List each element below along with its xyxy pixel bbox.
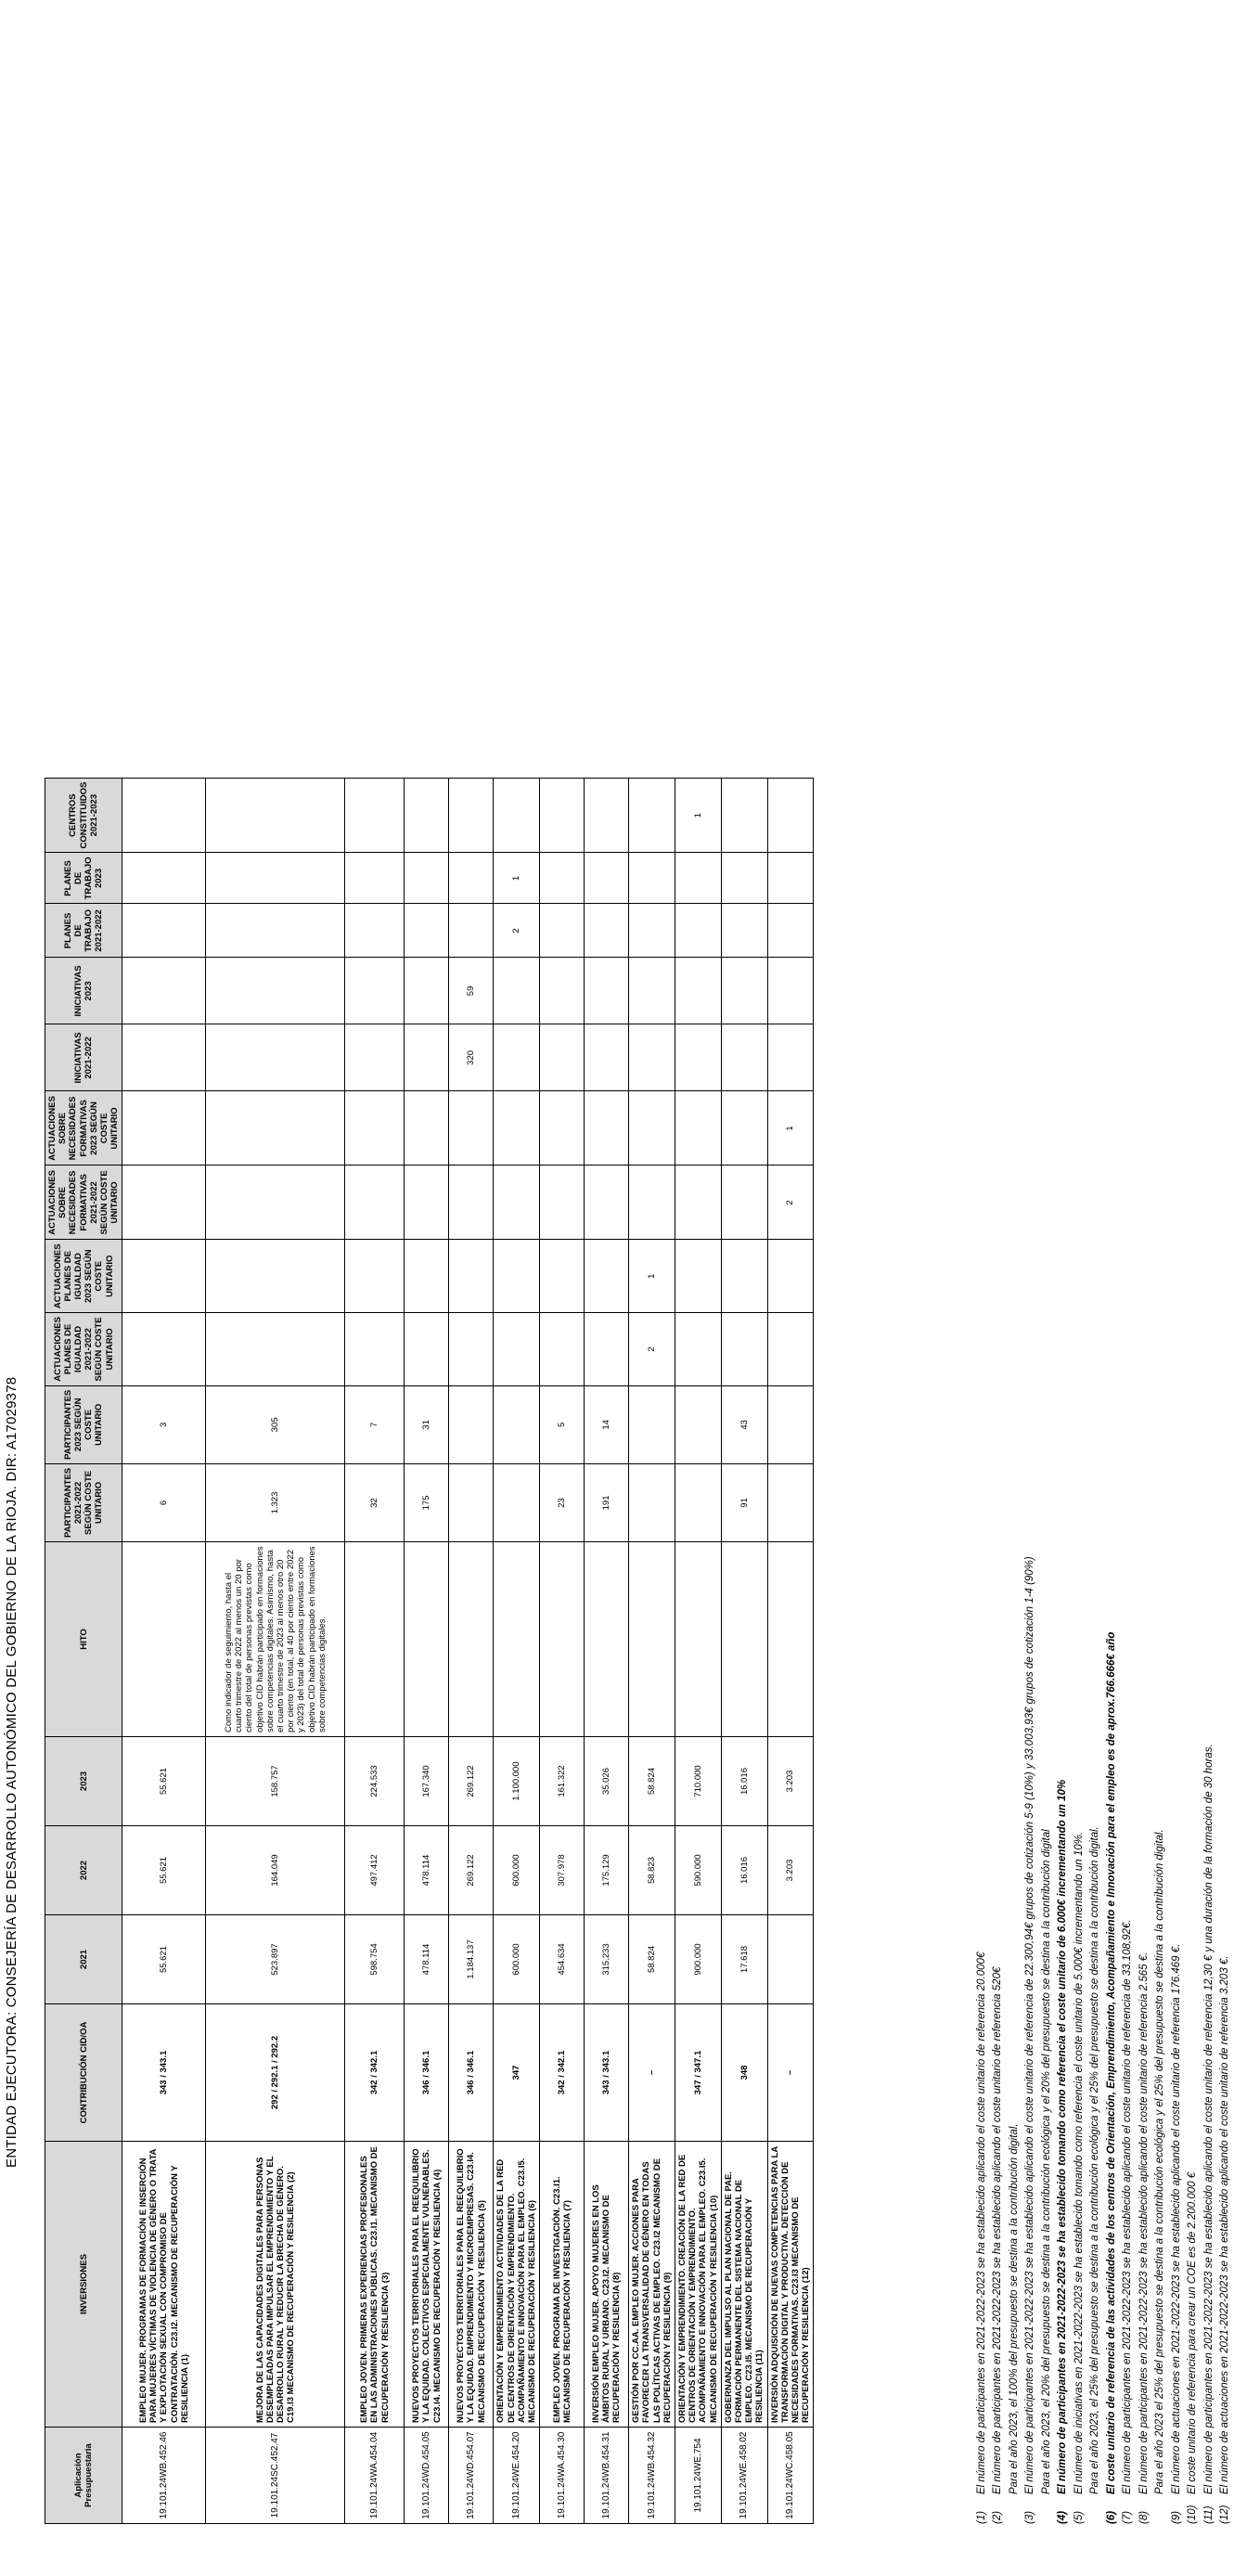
cell-hito (767, 1542, 814, 1737)
header-planes-2122: PLANES DE TRABAJO 2021-2022 (45, 904, 122, 958)
footnote-line (990, 1556, 1006, 2524)
cell-hito (721, 1542, 767, 1737)
cell-act-nec-2122 (721, 1166, 767, 1240)
cell-act-nec-2122 (494, 1166, 540, 1240)
table-row (449, 778, 494, 2523)
footnote-line (1185, 1556, 1201, 2524)
cell-aplicacion: 19.101.24WB.452.46 (122, 2428, 206, 2524)
cell-part-23: 31 (405, 1385, 449, 1463)
cell-act-nec-23 (206, 1091, 345, 1166)
cell-2023: 3.203 (767, 1737, 814, 1826)
cell-act-igualdad-2122 (540, 1313, 585, 1386)
investments-table (45, 778, 814, 2524)
header-part-23: PARTICIPANTES 2023 SEGÚN COSTE UNITARIO (45, 1385, 122, 1463)
footnote-line (1217, 1556, 1233, 2524)
footnote-text: El coste unitario de referencia de las actividades de los centros de Orientación, Emprendimiento, Acompañamiento e Innovación para el empleo es de aprox.766.666€ año (1105, 1631, 1117, 2494)
cell-centros (629, 778, 675, 853)
header-act-igualdad-23: ACTUACIONES PLANES DE IGUALDAD 2023 SEGÚN COSTE UNITARIO (45, 1240, 122, 1313)
footnote-text: El número de actuaciones en 2021-2022-2023 se ha establecido aplicando el coste unitario de referencia 3.203 €. (1219, 1955, 1231, 2494)
cell-inic-23 (494, 958, 540, 1024)
cell-hito (449, 1542, 494, 1737)
cell-contribucion: 346 / 346.1 (405, 2004, 449, 2142)
cell-inversion: NUEVOS PROYECTOS TERRITORIALES PARA EL REEQUILIBRIO Y LA EQUIDAD. COLECTIVOS ESPECIALMENTE VULNERABLES. C23.I4. MECANISMO DE RECUPERACIÓN Y RESILIENCIA (4) (405, 2142, 449, 2428)
cell-act-nec-23 (675, 1091, 722, 1166)
cell-2023: 167.340 (405, 1737, 449, 1826)
header-contribucion: CONTRIBUCIÓN CID/OA (45, 2004, 122, 2142)
cell-part-23: 14 (585, 1385, 629, 1463)
header-act-nec-23: ACTUACIONES SOBRE NECESIDADES FORMATIVAS 2023 SEGÚN COSTE UNITARIO (45, 1091, 122, 1166)
cell-inic-2122 (494, 1024, 540, 1091)
footnote-text: El coste unitario de referencia para crear un COE es de 2.200.000 € (1187, 2171, 1199, 2494)
cell-centros (345, 778, 405, 853)
cell-centros (585, 778, 629, 853)
cell-part-23: 5 (540, 1385, 585, 1463)
cell-contribucion: – (767, 2004, 814, 2142)
cell-contribucion: 346 / 346.1 (449, 2004, 494, 2142)
footnote-text: El número de actuaciones en 2021-2022-2023 se ha establecido aplicando el coste unitario de referencia 176.469 €. (1170, 1943, 1182, 2494)
footnote-number: (8) (1138, 2510, 1150, 2524)
cell-2022: 16.016 (721, 1826, 767, 1915)
cell-act-igualdad-23 (585, 1240, 629, 1313)
header-act-igualdad-2122: ACTUACIONES PLANES DE IGUALDAD 2021-2022 SEGÚN COSTE UNITARIO (45, 1313, 122, 1386)
cell-2022: 175.129 (585, 1826, 629, 1915)
cell-2023: 161.322 (540, 1737, 585, 1826)
cell-2021: 58.824 (629, 1915, 675, 2004)
cell-act-nec-2122 (675, 1166, 722, 1240)
cell-part-2122: 23 (540, 1463, 585, 1541)
cell-act-nec-23 (540, 1091, 585, 1166)
cell-contribucion: – (629, 2004, 675, 2142)
cell-planes-2122 (629, 904, 675, 958)
footnote-line (1104, 1556, 1120, 2524)
cell-part-23 (449, 1385, 494, 1463)
cell-centros (721, 778, 767, 853)
cell-part-2122: 1.323 (206, 1463, 345, 1541)
table-row (629, 778, 675, 2523)
footnote-text: El número de participantes en 2021-2022-2023 se ha establecido aplicando el coste unitario de referencia 2.565 €. (1138, 1951, 1150, 2494)
cell-contribucion: 343 / 343.1 (122, 2004, 206, 2142)
footnote-text: El número de iniciativas en 2021-2022-2023 se ha establecido tomando como referencia el coste unitario de 5.000€ incrementando un 10%. (1073, 1831, 1085, 2494)
cell-act-nec-2122 (206, 1166, 345, 1240)
cell-centros (540, 778, 585, 853)
cell-planes-23 (405, 853, 449, 904)
cell-aplicacion: 19.101.24WA.454.30 (540, 2428, 585, 2524)
table-row (494, 778, 540, 2523)
cell-act-nec-23 (585, 1091, 629, 1166)
cell-planes-2122 (540, 904, 585, 958)
cell-contribucion: 292 / 292.1 / 292.2 (206, 2004, 345, 2142)
cell-act-igualdad-2122 (206, 1313, 345, 1386)
cell-act-nec-23 (405, 1091, 449, 1166)
cell-inic-2122 (345, 1024, 405, 1091)
cell-act-nec-23: 1 (767, 1091, 814, 1166)
table-row (767, 778, 814, 2523)
footnote-line (1202, 1556, 1217, 2524)
cell-act-igualdad-2122 (494, 1313, 540, 1386)
cell-part-2122 (767, 1463, 814, 1541)
cell-inic-23 (405, 958, 449, 1024)
header-inic-2122: INICIATIVAS 2021-2022 (45, 1024, 122, 1091)
cell-hito (494, 1542, 540, 1737)
cell-planes-23 (585, 853, 629, 904)
cell-2021: 598.754 (345, 1915, 405, 2004)
footnote-text: El número de participantes en 2021-2022-2023 se ha establecido tomando como referencia el coste unitario de 6.000€ incrementando un 10% (1057, 1779, 1069, 2494)
cell-inic-2122 (721, 1024, 767, 1091)
cell-aplicacion: 19.101.24WE.458.02 (721, 2428, 767, 2524)
cell-act-igualdad-23 (675, 1240, 722, 1313)
cell-planes-2122: 2 (494, 904, 540, 958)
cell-inversion: ORIENTACIÓN Y EMPRENDIMIENTO ACTIVIDADES DE LA RED DE CENTROS DE ORIENTACIÓN Y EMPRENDIMIENTO. ACOMPAÑAMIENTO E INNOVACIÓN PARA EL EMPLEO. C23.I5. MECANISMO DE RECUPERACIÓN Y RESILIENCIA (6) (494, 2142, 540, 2428)
cell-act-igualdad-23: 1 (629, 1240, 675, 1313)
footnote-number: (5) (1073, 2510, 1085, 2524)
cell-2021: 900.000 (675, 1915, 722, 2004)
cell-2023: 16.016 (721, 1737, 767, 1826)
cell-act-nec-2122 (540, 1166, 585, 1240)
cell-inversion: INVERSIÓN EMPLEO MUJER. APOYO MUJERES EN LOS ÁMBITOS RURAL Y URBANO. C23.I2. MECANISMO DE RECUPERACIÓN Y RESILIENCIA (8) (585, 2142, 629, 2428)
table-row (721, 778, 767, 2523)
cell-act-igualdad-23 (122, 1240, 206, 1313)
footnote-text: Para el año 2023 el 25% del presupuesto se destina a la contribución ecológica y el 25% del presupuesto se destina a la contribución digital. (1154, 1829, 1166, 2494)
cell-inic-2122 (767, 1024, 814, 1091)
footnote-number (1087, 2494, 1103, 2524)
table-row (585, 778, 629, 2523)
cell-inic-23: 59 (449, 958, 494, 1024)
header-inic-23: INICIATIVAS 2023 (45, 958, 122, 1024)
cell-part-2122: 191 (585, 1463, 629, 1541)
cell-part-23 (675, 1385, 722, 1463)
cell-2023: 55.621 (122, 1737, 206, 1826)
footnote-number: (9) (1170, 2510, 1182, 2524)
cell-planes-23 (767, 853, 814, 904)
cell-2023: 224.533 (345, 1737, 405, 1826)
cell-inic-23 (585, 958, 629, 1024)
cell-planes-2122 (721, 904, 767, 958)
cell-act-nec-23 (721, 1091, 767, 1166)
cell-aplicacion: 19.101.24WE.754 (675, 2428, 722, 2524)
cell-planes-23: 1 (494, 853, 540, 904)
cell-planes-23 (629, 853, 675, 904)
cell-aplicacion: 19.101.24WB.454.32 (629, 2428, 675, 2524)
cell-centros (206, 778, 345, 853)
cell-aplicacion: 19.101.24WC.458.05 (767, 2428, 814, 2524)
cell-part-2122: 91 (721, 1463, 767, 1541)
cell-part-2122: 32 (345, 1463, 405, 1541)
cell-act-nec-2122 (629, 1166, 675, 1240)
table-row (122, 778, 206, 2523)
cell-2022: 478.114 (405, 1826, 449, 1915)
cell-act-igualdad-2122 (721, 1313, 767, 1386)
cell-2021: 478.114 (405, 1915, 449, 2004)
cell-centros (405, 778, 449, 853)
cell-planes-23 (721, 853, 767, 904)
header-2022: 2022 (45, 1826, 122, 1915)
cell-planes-2122 (206, 904, 345, 958)
cell-act-igualdad-2122 (675, 1313, 722, 1386)
cell-act-nec-23 (449, 1091, 494, 1166)
cell-part-23 (767, 1385, 814, 1463)
header-2021: 2021 (45, 1915, 122, 2004)
cell-planes-2122 (675, 904, 722, 958)
cell-contribucion: 348 (721, 2004, 767, 2142)
cell-inic-23 (540, 958, 585, 1024)
footnote-line (1055, 1556, 1071, 2524)
footnote-number: (4) (1057, 2510, 1069, 2524)
cell-aplicacion: 19.101.24WE.454.20 (494, 2428, 540, 2524)
cell-act-igualdad-23 (767, 1240, 814, 1313)
cell-act-nec-23 (629, 1091, 675, 1166)
cell-2021 (767, 1915, 814, 2004)
cell-inic-2122 (206, 1024, 345, 1091)
cell-planes-2122 (585, 904, 629, 958)
footnote-number: (1) (976, 2510, 987, 2524)
footnote-number: (6) (1105, 2510, 1117, 2524)
cell-inversion: EMPLEO JOVEN. PRIMERAS EXPERIENCIAS PROFESIONALES EN LAS ADMINISTRACIONES PÚBLICAS. C23.I1. MECANISMO DE RECUPERACIÓN Y RESILIENCIA (3) (345, 2142, 405, 2428)
cell-inversion: INVERSIÓN ADQUISICIÓN DE NUEVAS COMPETENCIAS PARA LA TRANSFORMACIÓN DIGITAL Y PRODUCTIVA. DETECCIÓN DE NECESIDADES FORMATIVAS. C23.I3 MECANISMO DE RECUPERACIÓN Y RESILIENCIA (12) (767, 2142, 814, 2428)
cell-part-2122 (675, 1463, 722, 1541)
cell-contribucion: 342 / 342.1 (345, 2004, 405, 2142)
footnote-text: El número de participantes en 2021-2022-2023 se ha establecido aplicando el coste unitario de referencia 20.000€ (976, 1951, 987, 2494)
cell-2021: 55.621 (122, 1915, 206, 2004)
cell-aplicacion: 19.101.24WD.454.05 (405, 2428, 449, 2524)
cell-contribucion: 343 / 343.1 (585, 2004, 629, 2142)
cell-inic-23 (629, 958, 675, 1024)
cell-act-igualdad-23 (206, 1240, 345, 1313)
cell-planes-23 (675, 853, 722, 904)
cell-inic-2122 (629, 1024, 675, 1091)
cell-inversion: ORIENTACIÓN Y EMPRENDIMIENTO. CREACIÓN DE LA RED DE CENTROS DE ORIENTACIÓN Y EMPRENDIMIENTO. ACOMPAÑAMIENTO E INNOVACIÓN PARA EL EMPLEO. C23.I5. MECANISMO DE RECUPERACIÓN Y RESILIENCIA (10) (675, 2142, 722, 2428)
cell-2022: 3.203 (767, 1826, 814, 1915)
cell-2023: 35.026 (585, 1737, 629, 1826)
cell-planes-2122 (122, 904, 206, 958)
cell-act-igualdad-2122: 2 (629, 1313, 675, 1386)
footnote-line (1072, 1556, 1087, 2524)
footnote-line (1022, 1556, 1038, 2524)
footnote-number (1007, 2494, 1022, 2524)
cell-planes-2122 (767, 904, 814, 958)
footnotes (974, 1556, 1234, 2524)
cell-aplicacion: 19.101.24SC.452.47 (206, 2428, 345, 2524)
cell-inic-23 (206, 958, 345, 1024)
cell-part-2122: 6 (122, 1463, 206, 1541)
cell-2023: 58.824 (629, 1737, 675, 1826)
cell-act-igualdad-2122 (405, 1313, 449, 1386)
cell-inic-2122 (405, 1024, 449, 1091)
cell-aplicacion: 19.101.24WD.454.07 (449, 2428, 494, 2524)
footnote-line (1039, 1556, 1055, 2524)
cell-2022: 600.000 (494, 1826, 540, 1915)
footnote-text: Para el año 2023, el 25% del presupuesto se destina a la contribución ecológica y el 25% del presupuesto se destina a la contribución digital. (1089, 1826, 1101, 2494)
cell-act-nec-23 (494, 1091, 540, 1166)
cell-inversion: NUEVOS PROYECTOS TERRITORIALES PARA EL REEQUILIBRIO Y LA EQUIDAD. EMPRENDIMIENTO Y MICROEMPRESAS. C23.I4. MECANISMO DE RECUPERACIÓN Y RESILIENCIA (5) (449, 2142, 494, 2428)
cell-inic-2122 (585, 1024, 629, 1091)
footnote-line (1169, 1556, 1185, 2524)
header-act-nec-2122: ACTUACIONES SOBRE NECESIDADES FORMATIVAS 2021-2022 SEGÚN COSTE UNITARIO (45, 1166, 122, 1240)
footnote-line (1152, 1556, 1168, 2524)
cell-2021: 315.233 (585, 1915, 629, 2004)
footnote-text: El número de participantes en 2021-2022-2023 se ha establecido aplicando el coste unitario de referencia de 33.108,92€. (1122, 1919, 1134, 2494)
table-row (540, 778, 585, 2523)
cell-act-igualdad-23 (721, 1240, 767, 1313)
footnote-number: (11) (1202, 2505, 1215, 2524)
cell-inversion: EMPLEO JOVEN. PROGRAMA DE INVESTIGACIÓN. C23.I1. MECANISMO DE RECUPERACIÓN Y RESILIENCIA (7) (540, 2142, 585, 2428)
cell-planes-23 (122, 853, 206, 904)
table-row (675, 778, 722, 2523)
cell-hito (405, 1542, 449, 1737)
header-2023: 2023 (45, 1737, 122, 1826)
cell-hito (345, 1542, 405, 1737)
cell-act-igualdad-23 (494, 1240, 540, 1313)
cell-2021: 600.000 (494, 1915, 540, 2004)
cell-hito (585, 1542, 629, 1737)
cell-2023: 710.000 (675, 1737, 722, 1826)
cell-act-igualdad-23 (449, 1240, 494, 1313)
footnote-text: Para el año 2023, el 20% del presupuesto se destina a la contribución ecológica y el 20% del presupuesto se destina a la contribución digital (1040, 1829, 1052, 2494)
header-aplicacion: Aplicación Presupuestaria (45, 2428, 122, 2524)
footnote-number: (12) (1219, 2505, 1231, 2524)
cell-inic-23 (345, 958, 405, 1024)
cell-centros (767, 778, 814, 853)
cell-aplicacion: 19.101.24WA.454.04 (345, 2428, 405, 2524)
cell-inic-23 (675, 958, 722, 1024)
cell-planes-2122 (345, 904, 405, 958)
header-hito: HITO (45, 1542, 122, 1737)
cell-part-23: 43 (721, 1385, 767, 1463)
cell-inic-23 (767, 958, 814, 1024)
cell-inic-2122 (540, 1024, 585, 1091)
cell-hito (540, 1542, 585, 1737)
footnote-number: (2) (992, 2510, 1004, 2524)
cell-inic-2122 (675, 1024, 722, 1091)
cell-act-nec-23 (345, 1091, 405, 1166)
cell-act-igualdad-2122 (449, 1313, 494, 1386)
cell-inic-2122: 320 (449, 1024, 494, 1091)
footnote-line (1137, 1556, 1152, 2524)
cell-2022: 590.000 (675, 1826, 722, 1915)
cell-hito (629, 1542, 675, 1737)
footnote-line (1120, 1556, 1136, 2524)
header-planes-23: PLANES DE TRABAJO 2023 (45, 853, 122, 904)
footnote-line (1087, 1556, 1103, 2524)
cell-inversion: MEJORA DE LAS CAPACIDADES DIGITALES PARA PERSONAS DESEMPLEADAS PARA IMPULSAR EL EMPRENDIMIENTO Y EL DESARROLLO RURAL Y REDUCIR LA BRECHA DE GÉNERO. C19.I3 MECANISMO DE RECUPERACIÓN Y RESILIENCIA (2) (206, 2142, 345, 2428)
document-title: ENTIDAD EJECUTORA: CONSEJERÍA DE DESARROLLO AUTONÓMICO DEL GOBIERNO DE LA RIOJA. DIR: A17029378 (4, 1376, 19, 2168)
cell-2023: 1.100.000 (494, 1737, 540, 1826)
cell-centros (122, 778, 206, 853)
cell-aplicacion: 19.101.24WB.454.31 (585, 2428, 629, 2524)
cell-part-23: 305 (206, 1385, 345, 1463)
cell-inic-23 (721, 958, 767, 1024)
cell-part-2122 (629, 1463, 675, 1541)
footnote-text: El número de participantes en 2021-2022-2023 se ha establecido aplicando el coste unitario de referencia 12,30 € y una duración de la formación de 30 horas. (1202, 1744, 1215, 2494)
cell-part-23: 3 (122, 1385, 206, 1463)
cell-act-igualdad-23 (540, 1240, 585, 1313)
cell-act-nec-2122 (585, 1166, 629, 1240)
cell-2021: 1.184.137 (449, 1915, 494, 2004)
header-inversiones: INVERSIONES (45, 2142, 122, 2428)
cell-act-igualdad-2122 (767, 1313, 814, 1386)
cell-planes-23 (206, 853, 345, 904)
cell-act-nec-23 (122, 1091, 206, 1166)
cell-2021: 17.618 (721, 1915, 767, 2004)
cell-2021: 523.897 (206, 1915, 345, 2004)
cell-hito (675, 1542, 722, 1737)
cell-contribucion: 347 / 347.1 (675, 2004, 722, 2142)
cell-inversion: EMPLEO MUJER. PROGRAMAS DE FORMACIÓN E INSERCIÓN PARA MUJERES VÍCTIMAS DE VIOLENCIA DE GÉNERO O TRATA Y EXPLOTACIÓN SEXUAL CON COMPROMISO DE CONTRATACIÓN. C23.I2. MECANISMO DE RECUPERACIÓN Y RESILIENCIA (1) (122, 2142, 206, 2428)
cell-contribucion: 342 / 342.1 (540, 2004, 585, 2142)
header-part-2122: PARTICIPANTES 2021-2022 SEGÚN COSTE UNITARIO (45, 1463, 122, 1541)
cell-act-igualdad-2122 (122, 1313, 206, 1386)
cell-part-2122: 175 (405, 1463, 449, 1541)
cell-planes-2122 (449, 904, 494, 958)
table-row (405, 778, 449, 2523)
cell-planes-2122 (405, 904, 449, 958)
cell-planes-23 (540, 853, 585, 904)
cell-2022: 307.978 (540, 1826, 585, 1915)
cell-act-igualdad-23 (345, 1240, 405, 1313)
cell-2022: 55.621 (122, 1826, 206, 1915)
footnote-line (974, 1556, 990, 2524)
cell-act-igualdad-2122 (345, 1313, 405, 1386)
cell-hito (122, 1542, 206, 1737)
cell-act-nec-2122 (122, 1166, 206, 1240)
cell-contribucion: 347 (494, 2004, 540, 2142)
cell-2023: 158.757 (206, 1737, 345, 1826)
cell-hito: Como indicador de seguimiento, hasta el cuarto trimestre de 2022 al menos un 20 por ciento del total de personas previstas como objetivo CID habrán participado en formaciones sobre competencias digitales. Asimismo, hasta el cuarto trimestre de 2023 al menos otro 20 por ciento (en total, al 40 por ciento entre 2022 y 2023) del total de personas previstas como objetivo CID habrán participado en formaciones sobre competencias digitales. (206, 1542, 345, 1737)
table-row (345, 778, 405, 2523)
table-header-row (45, 778, 122, 2523)
cell-2021: 454.634 (540, 1915, 585, 2004)
cell-act-nec-2122 (405, 1166, 449, 1240)
cell-part-2122 (449, 1463, 494, 1541)
cell-centros (494, 778, 540, 853)
cell-inversion: GOBERNANZA DEL IMPULSO AL PLAN NACIONAL DE PAE. FORMACIÓN PERMANENTE DEL SISTEMA NACIONAL DE EMPLEO. C23.I5. MECANISMO DE RECUPERACIÓN Y RESILIENCIA (11) (721, 2142, 767, 2428)
cell-2022: 269.122 (449, 1826, 494, 1915)
footnote-line (1007, 1556, 1022, 2524)
footnote-text: El número de participantes en 2021-2022-2023 se ha establecido aplicando el coste unitario de referencia de 22.300,94€ grupos de cotización 5-9 (10%) y 33.003,93€ grupos de cotización 1-4 (90%) (1024, 1556, 1036, 2494)
cell-2022: 58.823 (629, 1826, 675, 1915)
cell-act-nec-2122 (345, 1166, 405, 1240)
footnote-text: Para el año 2023, el 100% del presupuesto se destina a la contribución digital. (1008, 2123, 1020, 2494)
cell-part-23: 7 (345, 1385, 405, 1463)
footnote-number: (10) (1187, 2505, 1199, 2524)
cell-act-igualdad-23 (405, 1240, 449, 1313)
cell-part-23 (494, 1385, 540, 1463)
cell-inic-2122 (122, 1024, 206, 1091)
footnote-number: (7) (1122, 2510, 1134, 2524)
cell-centros: 1 (675, 778, 722, 853)
footnote-text: El número de participantes en 2021-2022-2023 se ha establecido aplicando el coste unitario de referencia 520€ (992, 1966, 1004, 2494)
cell-planes-23 (449, 853, 494, 904)
cell-2022: 497.412 (345, 1826, 405, 1915)
header-centros: CENTROS CONSTITUIDOS 2021-2023 (45, 778, 122, 853)
cell-act-nec-2122: 2 (767, 1166, 814, 1240)
footnote-number (1039, 2494, 1055, 2524)
footnote-number: (3) (1024, 2510, 1036, 2524)
cell-2022: 164.049 (206, 1826, 345, 1915)
cell-act-igualdad-2122 (585, 1313, 629, 1386)
cell-planes-23 (345, 853, 405, 904)
cell-2023: 269.122 (449, 1737, 494, 1826)
cell-inversion: GESTIÓN POR CC.AA. EMPLEO MUJER. ACCIONES PARA FAVORECER LA TRANSVERSALIDAD DE GÉNERO EN TODAS LAS POLÍTICAS ACTIVAS DE EMPLEO. C23.I2 MECANISMO DE RECUPERACIÓN Y RESILIENCIA (9) (629, 2142, 675, 2428)
table-row (206, 778, 345, 2523)
footnote-number (1152, 2494, 1168, 2524)
cell-part-2122 (494, 1463, 540, 1541)
cell-centros (449, 778, 494, 853)
cell-part-23 (629, 1385, 675, 1463)
cell-act-nec-2122 (449, 1166, 494, 1240)
cell-inic-23 (122, 958, 206, 1024)
